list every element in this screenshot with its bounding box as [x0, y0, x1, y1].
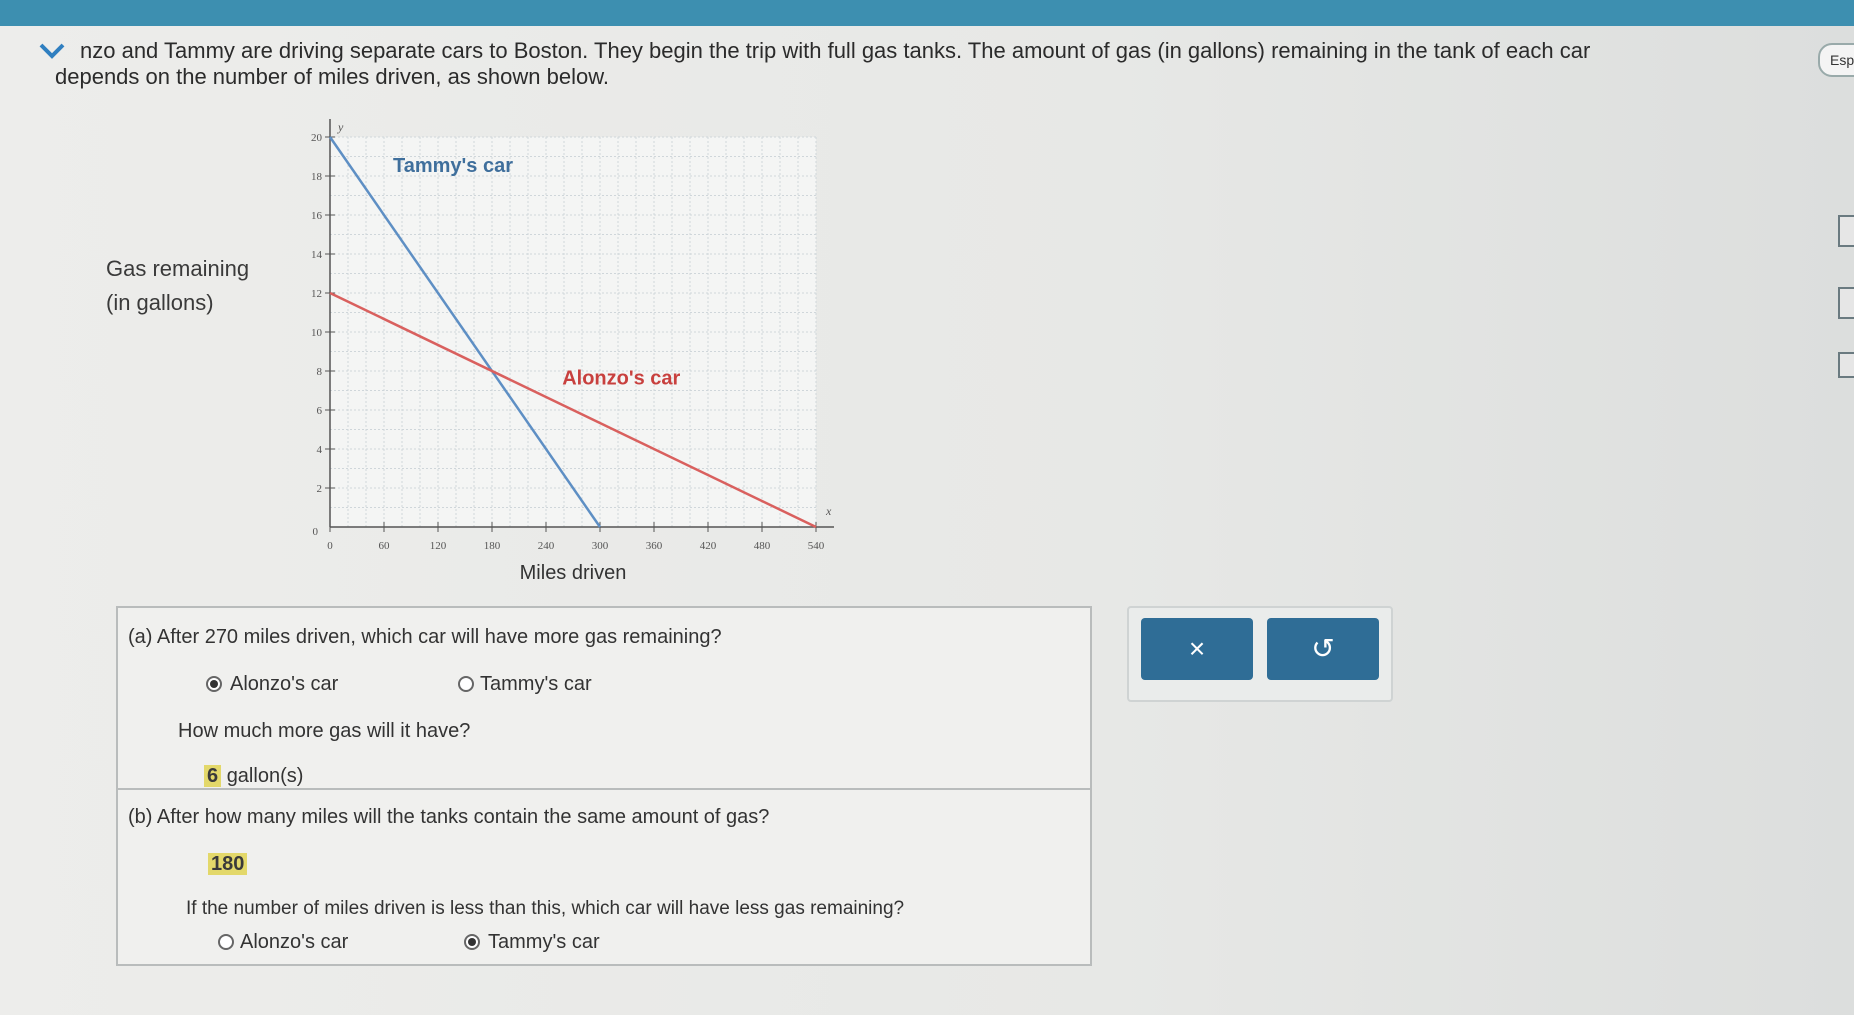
x-tick-label: 480	[753, 540, 771, 552]
part-b-option-alonzo-radio[interactable]	[218, 934, 234, 950]
x-tick-label: 420	[699, 540, 717, 552]
y-tick-label: 12	[311, 288, 322, 300]
y-axis-label	[106, 252, 249, 320]
part-a-answer-unit: gallon(s)	[226, 765, 304, 787]
y-tick-label: 4	[316, 444, 322, 456]
y-tick-label: 18	[311, 171, 322, 183]
y-tick-label: 6	[316, 405, 322, 417]
y-tick-label: 8	[316, 366, 322, 378]
series-label-2: Alonzo's car	[562, 367, 681, 390]
y-tick-label: 20	[311, 132, 322, 144]
y-axis-label-line-2: (in gallons)	[106, 290, 214, 315]
part-b-answer-input[interactable]: 180	[208, 853, 247, 875]
side-tool-2-icon[interactable]	[1838, 287, 1854, 319]
part-b-option-alonzo-label[interactable]: Alonzo's car	[240, 931, 349, 953]
problem-statement	[55, 38, 1795, 90]
x-axis-title: Miles driven	[519, 562, 627, 580]
y-axis-letter: y	[338, 120, 344, 134]
action-buttons	[1127, 606, 1393, 702]
side-tool-1-icon[interactable]	[1838, 215, 1854, 247]
clear-button[interactable]: ×	[1141, 618, 1253, 680]
origin-label: 0	[312, 526, 318, 538]
part-a-option-tammy-radio[interactable]	[458, 676, 474, 692]
intro-line-2: depends on the number of miles driven, as shown below.	[55, 64, 609, 89]
x-tick-label: 180	[483, 540, 501, 552]
x-tick-label: 0	[327, 540, 333, 552]
intro-line-1: nzo and Tammy are driving separate cars to Boston. They begin the trip with full gas tanks. The amount of gas (in gallons) remaining in the tank of each car	[80, 38, 1591, 63]
x-tick-label: 240	[537, 540, 555, 552]
y-tick-label: 16	[311, 210, 322, 222]
part-a-option-alonzo-radio[interactable]	[206, 676, 222, 692]
x-tick-label: 60	[378, 540, 390, 552]
part-b-option-tammy-radio[interactable]	[464, 934, 480, 950]
y-tick-label: 2	[316, 483, 322, 495]
part-b-option-tammy-label[interactable]: Tammy's car	[488, 931, 600, 953]
top-bar	[0, 0, 1854, 26]
part-b-followup: If the number of miles driven is less than this, which car will have less gas remaining?	[186, 898, 905, 919]
part-a-answer-input[interactable]: 6	[204, 765, 221, 787]
x-tick-label: 120	[429, 540, 447, 552]
y-tick-label: 14	[311, 249, 322, 261]
side-tool-3-icon[interactable]	[1838, 352, 1854, 378]
part-a-option-tammy-label[interactable]: Tammy's car	[480, 673, 592, 695]
gas-chart	[270, 110, 860, 580]
x-tick-label: 540	[807, 540, 825, 552]
part-a-option-alonzo-label[interactable]: Alonzo's car	[230, 673, 339, 695]
x-axis-letter: x	[826, 504, 832, 518]
part-a-question: (a) After 270 miles driven, which car will have more gas remaining?	[128, 626, 722, 648]
spanish-toggle-button[interactable]: Esp	[1818, 43, 1854, 77]
part-a-followup: How much more gas will it have?	[178, 720, 471, 742]
question-panel	[116, 606, 1092, 966]
series-label-1: Tammy's car	[393, 155, 514, 178]
part-divider	[118, 788, 1090, 790]
part-a-answer	[204, 765, 303, 788]
part-b-question: (b) After how many miles will the tanks contain the same amount of gas?	[128, 806, 770, 828]
y-axis-label-line-1: Gas remaining	[106, 256, 250, 281]
x-tick-label: 360	[645, 540, 663, 552]
undo-button[interactable]: ↺	[1267, 618, 1379, 680]
part-b-answer	[208, 853, 247, 876]
x-tick-label: 300	[591, 540, 609, 552]
y-tick-label: 10	[311, 327, 322, 339]
